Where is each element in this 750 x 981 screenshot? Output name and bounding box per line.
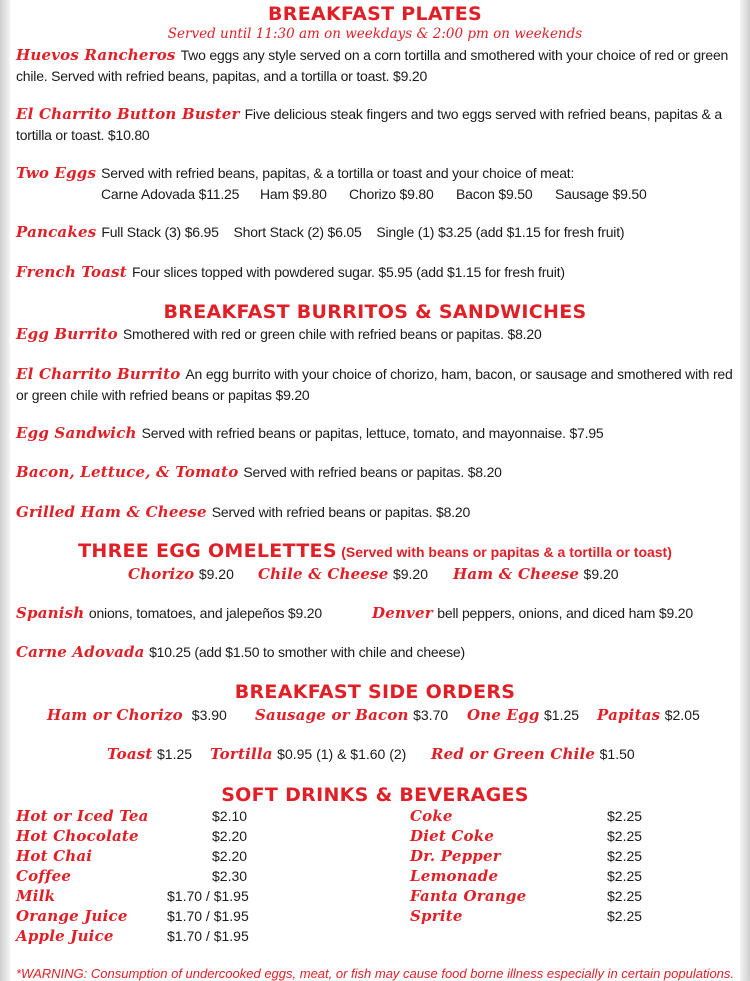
- drink-price: $2.10: [212, 808, 248, 824]
- menu-item-egg-burrito: [16, 324, 736, 345]
- item-name: One Egg: [467, 706, 540, 724]
- item-description: bell peppers, onions, and diced ham $9.20: [437, 605, 693, 621]
- item-name: Denver: [372, 604, 433, 622]
- section-header-omelettes: [0, 540, 750, 562]
- item-name: El Charrito Burrito: [16, 365, 181, 383]
- item-name: French Toast: [16, 263, 127, 281]
- item-description: Served with refried beans, papitas, & a tortilla or toast and your choice of meat:: [101, 165, 575, 181]
- drink-price: $2.25: [607, 888, 643, 904]
- side-sausage-bacon: [255, 706, 448, 725]
- drink-name: Coke: [410, 807, 453, 825]
- item-description: Two eggs any style served on a corn tortilla and smothered with your choice of red or green chile. Served with refried beans, papitas, and a tortilla or toast. $9.20: [16, 47, 729, 84]
- drink-row: [16, 827, 248, 847]
- section-title-burritos: BREAKFAST BURRITOS & SANDWICHES: [163, 301, 587, 323]
- item-name: El Charrito Button Buster: [16, 105, 240, 123]
- two-eggs-meat-carne: Carne Adovada $11.25: [101, 186, 240, 202]
- two-eggs-meat-bacon: Bacon $9.50: [456, 186, 533, 202]
- item-price: $1.25: [157, 746, 193, 762]
- drinks-right-column: [410, 807, 643, 927]
- item-description: Served with refried beans or papitas. $8.20: [211, 504, 471, 520]
- drink-row: [16, 807, 248, 827]
- drink-price: $2.20: [212, 848, 248, 864]
- drink-name: Orange Juice: [16, 907, 128, 925]
- menu-item-blt: [16, 462, 736, 483]
- drink-name: Coffee: [16, 867, 72, 885]
- omelette-carne-adovada: [16, 643, 465, 662]
- item-price: $9.20: [392, 566, 428, 582]
- drink-price: $2.25: [607, 828, 643, 844]
- item-name: Chorizo: [128, 565, 195, 583]
- drink-price: $2.20: [212, 828, 248, 844]
- menu-item-charrito-burrito: [16, 364, 736, 406]
- side-tortilla: [210, 745, 406, 764]
- side-red-green-chile: [431, 745, 635, 764]
- menu-item-huevos-rancheros: [16, 45, 736, 87]
- side-ham-chorizo: [47, 706, 227, 725]
- omelette-ham-cheese: [453, 565, 619, 584]
- item-name: Huevos Rancheros: [16, 46, 176, 64]
- item-name: Tortilla: [210, 745, 273, 763]
- food-safety-warning: *WARNING: Consumption of undercooked eggs, meat, or fish may cause food borne illness especially in certain populations.: [16, 966, 735, 981]
- drink-price: $2.25: [607, 908, 643, 924]
- item-name: Bacon, Lettuce, & Tomato: [16, 463, 239, 481]
- item-name: Chile & Cheese: [258, 565, 389, 583]
- item-name: Sausage or Bacon: [255, 706, 409, 724]
- section-title-breakfast-plates: BREAKFAST PLATES: [268, 3, 482, 25]
- drink-name: Hot Chai: [16, 847, 93, 865]
- section-title-omelettes: THREE EGG OMELETTES: [78, 540, 337, 562]
- drink-name: Milk: [16, 887, 56, 905]
- item-description: Four slices topped with powdered sugar. $5.95 (add $1.15 for fresh fruit): [131, 264, 565, 280]
- item-price: $2.05: [664, 707, 700, 723]
- item-name: Toast: [107, 745, 153, 763]
- item-name: Carne Adovada: [16, 643, 145, 661]
- drink-name: Fanta Orange: [410, 887, 527, 905]
- item-name: Two Eggs: [16, 164, 97, 182]
- section-note-omelettes: (Served with beans or papitas & a tortilla or toast): [341, 544, 672, 560]
- item-price: $0.95 (1) & $1.60 (2): [277, 746, 407, 762]
- menu-item-grilled-ham-cheese: [16, 502, 736, 523]
- drink-name: Lemonade: [410, 867, 499, 885]
- menu-item-two-eggs: [16, 163, 736, 184]
- drink-row: [16, 867, 248, 887]
- item-name: Grilled Ham & Cheese: [16, 503, 207, 521]
- side-one-egg: [467, 706, 579, 725]
- drink-price: $2.30: [212, 868, 248, 884]
- drink-price: $2.25: [607, 848, 643, 864]
- item-price: $9.20: [198, 566, 234, 582]
- item-description: Full Stack (3) $6.95 Short Stack (2) $6.05 Single (1) $3.25 (add $1.15 for fresh fruit): [101, 224, 625, 240]
- drink-price: $2.25: [607, 808, 643, 824]
- section-subtitle-serving-hours: Served until 11:30 am on weekdays & 2:00 pm on weekends: [167, 26, 583, 42]
- menu-item-french-toast: [16, 262, 736, 283]
- drink-row: [410, 807, 643, 827]
- drink-row: [16, 907, 249, 927]
- drink-name: Apple Juice: [16, 927, 114, 945]
- page-edge-left: [0, 0, 10, 981]
- item-name: Papitas: [597, 706, 661, 724]
- drink-row: [410, 827, 643, 847]
- side-papitas: [597, 706, 700, 725]
- item-price: $9.20: [583, 566, 619, 582]
- item-description: $10.25 (add $1.50 to smother with chile and cheese): [149, 644, 465, 660]
- drink-name: Diet Coke: [410, 827, 495, 845]
- item-name: Red or Green Chile: [431, 745, 596, 763]
- item-description: Served with refried beans or papitas. $8.20: [243, 464, 502, 480]
- item-description: onions, tomatoes, and jalepeños $9.20: [88, 605, 322, 621]
- drinks-left-column: [16, 807, 249, 947]
- drink-price: $1.70 / $1.95: [167, 908, 249, 924]
- two-eggs-meat-sausage: Sausage $9.50: [555, 186, 647, 202]
- drink-row: [410, 847, 643, 867]
- drink-row: [410, 867, 643, 887]
- page-edge-right: [740, 0, 750, 981]
- item-name: Ham or Chorizo: [47, 706, 183, 724]
- drink-name: Sprite: [410, 907, 463, 925]
- item-name: Ham & Cheese: [453, 565, 580, 583]
- drink-name: Hot Chocolate: [16, 827, 139, 845]
- drink-price: $2.25: [607, 868, 643, 884]
- omelette-spanish: [16, 604, 322, 623]
- drink-name: Dr. Pepper: [410, 847, 501, 865]
- item-description: An egg burrito with your choice of chorizo, ham, bacon, or sausage and smothered with red or green chile with refried beans or papitas $9.20: [16, 366, 733, 403]
- item-name: Spanish: [16, 604, 85, 622]
- section-title-drinks: SOFT DRINKS & BEVERAGES: [221, 784, 529, 806]
- side-toast: [107, 745, 192, 764]
- section-title-side-orders: BREAKFAST SIDE ORDERS: [234, 681, 516, 703]
- item-price: $3.70: [413, 707, 449, 723]
- item-price: $3.90: [191, 707, 227, 723]
- item-description: Served with refried beans or papitas, lettuce, tomato, and mayonnaise. $7.95: [141, 425, 604, 441]
- item-price: $1.25: [544, 707, 580, 723]
- item-name: Egg Sandwich: [16, 424, 137, 442]
- item-description: Five delicious steak fingers and two eggs served with refried beans, papitas & a tortilla or toast. $10.80: [16, 106, 722, 143]
- menu-item-egg-sandwich: [16, 423, 736, 444]
- omelette-chorizo: [128, 565, 234, 584]
- item-name: Egg Burrito: [16, 325, 118, 343]
- drink-row: [16, 887, 249, 907]
- item-description: Smothered with red or green chile with refried beans or papitas. $8.20: [122, 326, 542, 342]
- menu-item-pancakes: [16, 222, 736, 243]
- drink-row: [16, 927, 249, 947]
- drink-price: $1.70 / $1.95: [167, 888, 249, 904]
- omelette-chile-cheese: [258, 565, 428, 584]
- omelette-denver: [372, 604, 693, 623]
- item-price: $1.50: [599, 746, 635, 762]
- item-name: Pancakes: [16, 223, 97, 241]
- drink-row: [410, 887, 643, 907]
- drink-name: Hot or Iced Tea: [16, 807, 149, 825]
- drink-price: $1.70 / $1.95: [167, 928, 249, 944]
- two-eggs-meat-chorizo: Chorizo $9.80: [349, 186, 434, 202]
- drink-row: [16, 847, 248, 867]
- two-eggs-meat-ham: Ham $9.80: [260, 186, 327, 202]
- drink-row: [410, 907, 643, 927]
- menu-item-button-buster: [16, 104, 736, 146]
